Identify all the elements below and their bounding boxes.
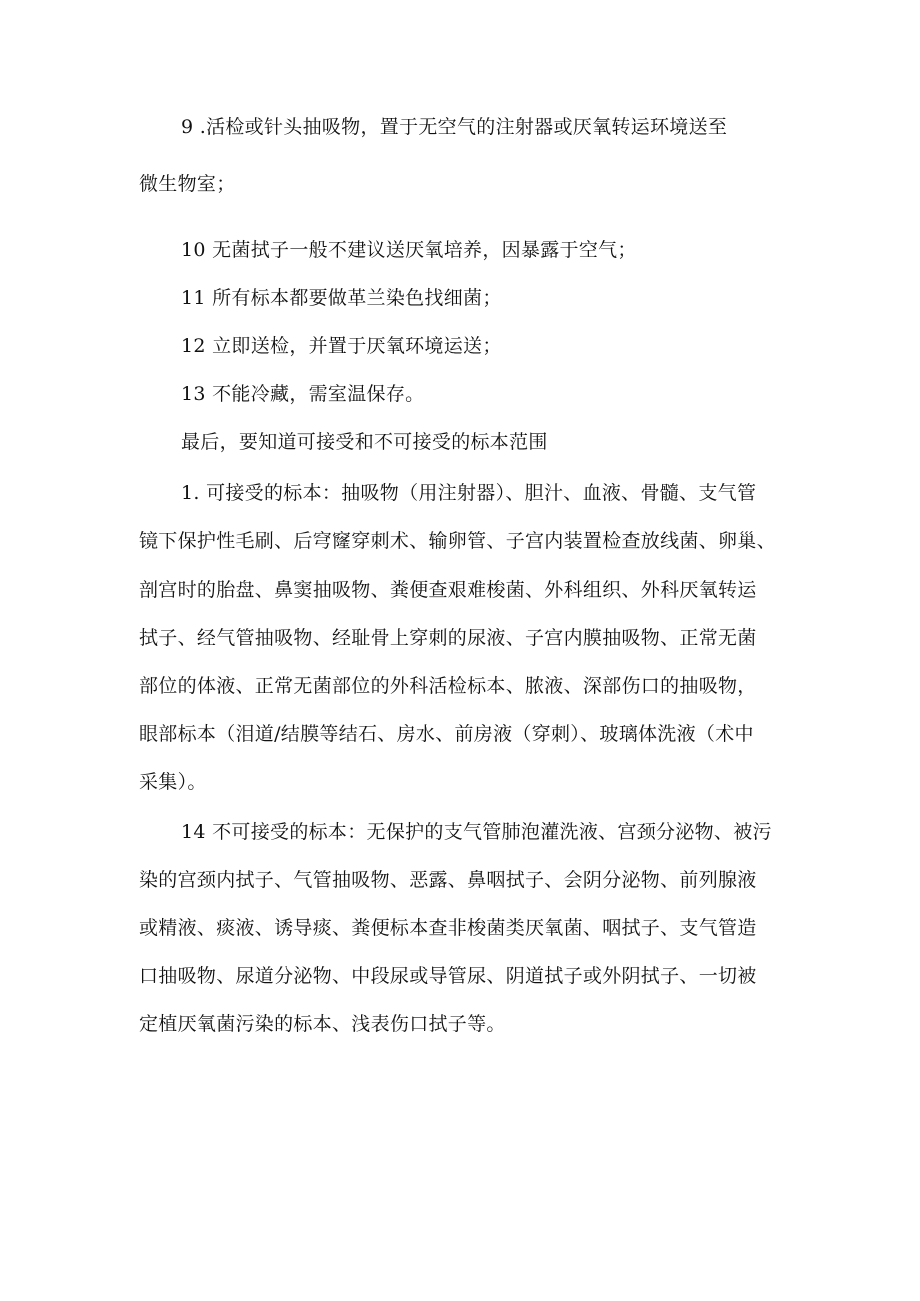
text-line-15: 14 不可接受的标本：无保护的支气管肺泡灌洗液、宫颈分泌物、被污 <box>181 821 772 843</box>
text-line-13: 眼部标本（泪道/结膜等结石、房水、前房液（穿刺）、玻璃体洗液（术中 <box>139 723 754 745</box>
text-line-16: 染的宫颈内拭子、气管抽吸物、恶露、鼻咽拭子、会阴分泌物、前列腺液 <box>139 869 757 891</box>
text-line-8: 1. 可接受的标本：抽吸物（用注射器）、胆汁、血液、骨髓、支气管 <box>181 482 757 504</box>
text-line-14: 采集）。 <box>139 771 207 793</box>
text-line-7: 最后，要知道可接受和不可接受的标本范围 <box>181 431 548 453</box>
text-line-2: 微生物室； <box>139 173 236 195</box>
text-line-3: 10 无菌拭子一般不建议送厌氧培养，因暴露于空气； <box>181 239 637 261</box>
text-line-11: 拭子、经气管抽吸物、经耻骨上穿刺的尿液、子宫内膜抽吸物、正常无菌 <box>139 627 757 649</box>
text-line-18: 口抽吸物、尿道分泌物、中段尿或导管尿、阴道拭子或外阴拭子、一切被 <box>139 965 757 987</box>
text-line-9: 镜下保护性毛刷、后穹窿穿刺术、输卵管、子宫内装置检查放线菌、卵巢、 <box>139 530 776 552</box>
text-line-6: 13 不能冷藏，需室温保存。 <box>181 383 425 405</box>
text-line-10: 剖宫时的胎盘、鼻窦抽吸物、粪便查艰难梭菌、外科组织、外科厌氧转运 <box>139 579 757 601</box>
text-line-12: 部位的体液、正常无菌部位的外科活检标本、脓液、深部伤口的抽吸物， <box>139 675 757 697</box>
text-line-4: 11 所有标本都要做革兰染色找细菌； <box>181 287 502 309</box>
text-line-19: 定植厌氧菌污染的标本、浅表伤口拭子等。 <box>139 1013 506 1035</box>
text-line-5: 12 立即送检，并置于厌氧环境运送； <box>181 335 502 357</box>
text-line-17: 或精液、痰液、诱导痰、粪便标本查非梭菌类厌氧菌、咽拭子、支气管造 <box>139 917 757 939</box>
text-line-1: 9 .活检或针头抽吸物，置于无空气的注射器或厌氧转运环境送至 <box>181 116 728 138</box>
